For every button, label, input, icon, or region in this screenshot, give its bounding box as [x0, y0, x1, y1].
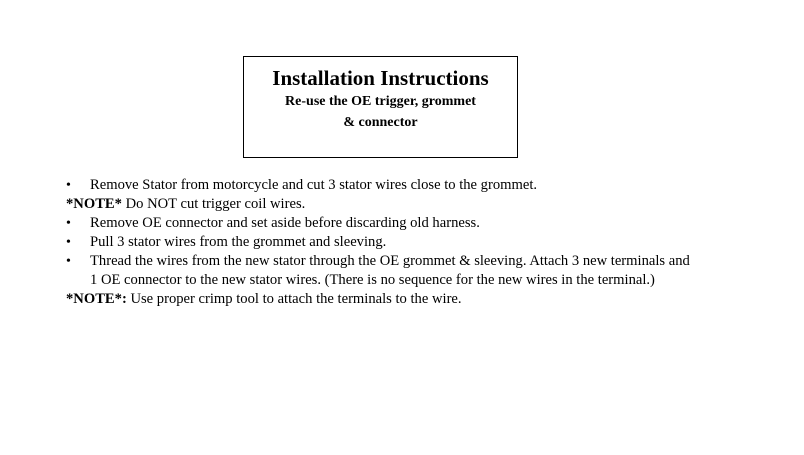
- bullet-icon: •: [66, 235, 71, 250]
- subtitle-line-1: Re-use the OE trigger, grommet: [285, 94, 476, 109]
- step-text: Remove Stator from motorcycle and cut 3 stator wires close to the grommet.: [90, 177, 538, 193]
- step-remove-stator: [66, 176, 786, 195]
- bullet-icon: •: [66, 254, 71, 269]
- step-remove-connector: [66, 214, 786, 233]
- bullet-icon: •: [66, 216, 71, 231]
- title-box: [243, 56, 518, 158]
- step-text-line-2: 1 OE connector to the new stator wires. (There is no sequence for the new wires in the terminal.): [90, 272, 655, 288]
- page-title: Installation Instructions: [272, 66, 489, 90]
- subtitle-line-2: & connector: [343, 115, 418, 130]
- step-thread-wires: [66, 252, 786, 271]
- note-text: Use proper crimp tool to attach the terminals to the wire.: [126, 291, 462, 307]
- step-text: Remove OE connector and set aside before discarding old harness.: [90, 215, 480, 231]
- instructions-list: [66, 176, 786, 309]
- step-text-line-1: Thread the wires from the new stator through the OE grommet & sleeving. Attach 3 new terminals and: [90, 253, 690, 269]
- note-trigger-coil: [66, 195, 786, 214]
- step-thread-wires-continued: [66, 271, 786, 290]
- note-text: Do NOT cut trigger coil wires.: [121, 196, 306, 212]
- step-pull-wires: [66, 233, 786, 252]
- note-label: *NOTE*:: [66, 291, 127, 307]
- step-text: Pull 3 stator wires from the grommet and sleeving.: [90, 234, 387, 250]
- bullet-icon: •: [66, 178, 71, 193]
- note-crimp-tool: [66, 290, 786, 309]
- note-label: *NOTE*: [66, 196, 122, 212]
